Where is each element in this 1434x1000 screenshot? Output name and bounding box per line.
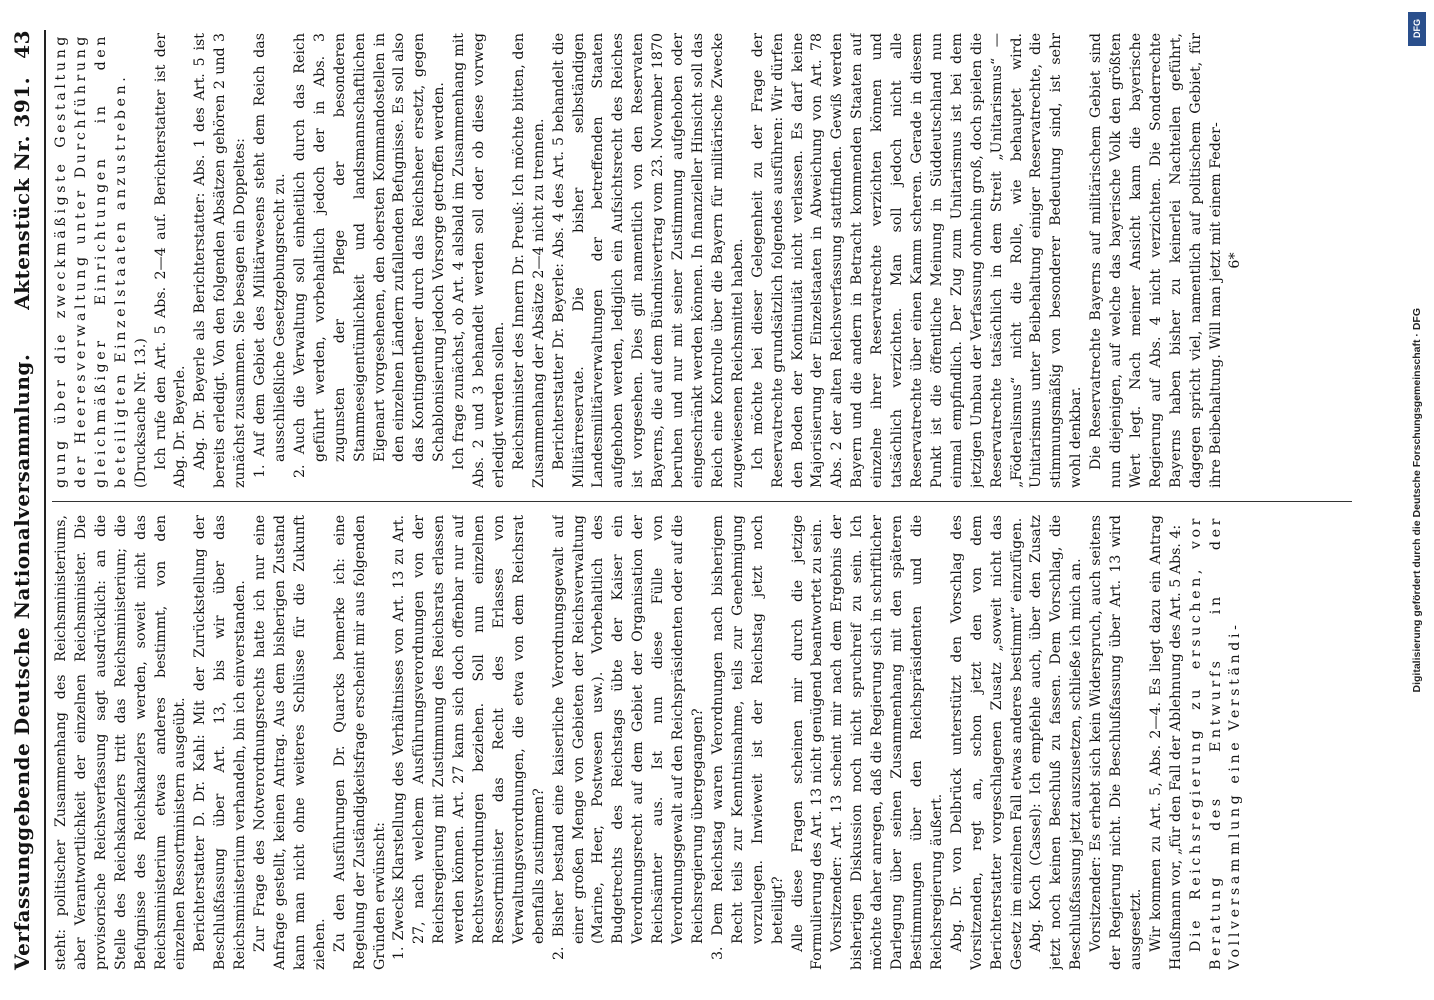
right-list-item-2: 2. Auch die Verwaltung soll einheitlich durch das Reich geführt werden, vorbehaltlich jedoch der in Abs. 3 zugunsten der Pflege der besonderen Stammeseigentümlichkeit und landsmannschaftlichen Eigenart vorgesehenen, den obersten Kommandostellen in den einzelnen Ländern zufallenden Befugnisse. Es soll also das Kontingentheer durch das Reichsheer ersetzt, gegen Schablonisierung jedoch Vorsorge getroffen werden.: [291, 33, 448, 478]
left-paragraph-11: Die Reichsregierung zu ersuchen, vor Beratung des Entwurfs in der Vollversammlung eine Verständi-: [1187, 515, 1244, 970]
dfg-credit-text: Digitalisierung gefördert durch die Deutsche Forschungsgemeinschaft · DFG: [1411, 307, 1423, 693]
right-paragraph-7: Berichterstatter Dr. Beyerle: Abs. 4 des Art. 5 behandelt die Militärreservate. Die bisher selbständigen Landesmilitärverwaltungen der betreffenden Staaten aufgehoben werden, lediglich ein Aufsichtsrecht des Reiches ist vorgesehen. Dies gilt namentlich von den Reservaten Bayerns, die auf dem Bündnisvertrag vom 23. November 1870 beruhen und nur mit seiner Zustimmung aufgehoben oder eingeschränkt werden können. In finanzieller Hinsicht soll das Reich eine Kontrolle über die Bayern für militärische Zwecke zugewiesenen Reichsmittel haben.: [550, 33, 746, 488]
left-paragraph-9: Vorsitzender: Es erhebt sich kein Widerspruch, auch seitens der Regierung nicht. Die Beschlußfassung über Art. 13 wird ausgesetzt.: [1088, 515, 1144, 970]
signature-mark: 6*: [1227, 252, 1244, 269]
right-paragraph-1: gung über die zweckmäßigste Gestaltung der Heeresverwaltung unter Durchführung gleichmäßiger Einrichtungen in den beteiligten Einzelstaaten anzustreben.: [53, 33, 129, 488]
left-numbered-list: [390, 515, 788, 970]
dfg-logo: DFG: [1408, 12, 1426, 46]
right-paragraph-3: Ich rufe den Art. 5 Abs. 2—4 auf. Berichterstatter ist der Abg. Dr. Beyerle.: [152, 33, 189, 488]
left-paragraph-1: steht: politischer Zusammenhang des Reichsministeriums, aber Verantwortlichkeit der einzelnen Reichsminister. Die provisorische Reichsverfassung sagt ausdrücklich: an die Stelle des Reichskanzlers tritt das Reichsministerium; die Befugnisse des Reichskanzlers werden, soweit nicht das Reichsministerium etwas anderes bestimmt, von den einzelnen Ressortministern ausgeübt.: [53, 515, 189, 970]
left-column: [52, 515, 1362, 970]
left-paragraph-2: Berichterstatter D. Dr. Kahl: Mit der Zurückstellung der Beschlußfassung über Art. 13, bis wir über das Reichsministerium verhandeln, bin ich einverstanden.: [192, 515, 249, 970]
right-paragraph-6: Reichsminister des Innern Dr. Preuß: Ich möchte bitten, den Zusammenhang der Absätze 2—4 nicht zu trennen.: [510, 33, 547, 488]
left-list-item-1: 1. Zwecks Klarstellung des Verhältnisses von Art. 13 zu Art. 27, nach welchem Ausführungsverordnungen von der Reichsregierung mit Zustimmung des Reichsrats erlassen werden können. Art. 27 kann sich doch offenbar nur auf Rechtsverordnungen beziehen. Soll nun einzelnen Ressortminister das Recht des Erlasses von Verwaltungsverordnungen, die etwa von dem Reichsrat ebenfalls zustimmen?: [391, 515, 547, 960]
left-paragraph-8: Abg. Koch (Cassel): Ich empfehle auch, über den Zusatz jetzt noch keinen Beschluß zu fassen. Dem Vorschlag, die Beschlußfassung jetzt auszusetzen, schließe ich mich an.: [1028, 515, 1085, 970]
page-number: 43: [10, 30, 34, 59]
header-rule: [44, 30, 46, 970]
right-paragraph-5: Ich frage zunächst, ob Art. 4 alsbald im Zusammenhang mit Abs. 2 und 3 behandelt werden soll oder ob diese vorweg erledigt werden sollen.: [451, 33, 507, 488]
scanned-page: [0, 30, 1370, 970]
header-title: Verfassunggebende Deutsche Nationalversammlung.: [10, 353, 34, 970]
left-paragraph-4: Zu den Ausführungen Dr. Quarcks bemerke ich: eine Regelung der Zuständigkeitsfrage erscheint mir aus folgenden Gründen erwünscht:: [331, 515, 388, 970]
column-divider: [52, 501, 1352, 502]
left-paragraph-6: Vorsitzender: Art. 13 scheint mir nach dem Ergebnis der bisherigen Diskussion noch nicht spruchreif zu sein. Ich möchte daher anregen, daß die Regierung sich in schriftlicher Darlegung über seinen Zusammenhang mit den späteren Bestimmungen über den Reichspräsidenten und die Reichsregierung äußert.: [829, 515, 945, 970]
left-paragraph-7: Abg. Dr. von Delbrück unterstützt den Vorschlag des Vorsitzenden, regt an, schon jetzt den von dem Berichterstatter vorgeschlagenen Zusatz „soweit nicht das Gesetz im einzelnen Fall etwas anderes bestimmt“ einzufügen.: [948, 515, 1025, 970]
right-paragraph-8: Ich möchte bei dieser Gelegenheit zu der Frage der Reservatrechte grundsätzlich folgendes ausführen: Wir dürfen den Boden der Kontinuität nicht verlassen. Es darf keine Majorisierung der Einzelstaaten in Abweichung von Art. 78 Abs. 2 der alten Reichsverfassung stattfinden. Gewiß werden Bayern und die andern in Betracht kommenden Staaten auf einzelne ihrer Reservatrechte verzichten können und tatsächlich verzichten. Man soll jedoch nicht alle Reservatrechte über einen Kamm scheren. Gerade in diesem Punkt ist die öffentliche Meinung in Süddeutschland nun einmal empfindlich. Der Zug zum Unitarismus ist bei dem jetzigen Umbau der Verfassung ohnehin groß, doch spielen die Reservatrechte tatsächlich in dem Streit „Unitarismus“ — „Föderalismus“ nicht die Rolle, wie behauptet wird. Unitarismus unter Beibehaltung einiger Reservatrechte, die stimmungsmäßig von besonderer Bedeutung sind, ist sehr wohl denkbar.: [749, 33, 1085, 488]
page-header: [0, 30, 44, 970]
left-list-item-2: 2. Bisher bestand eine kaiserliche Verordnungsgewalt auf einer großen Menge von Gebieten der Reichsverwaltung (Marine, Heer, Postwesen usw.). Vorbehaltlich des Budgetrechts des Reichstags übte der Kaiser ein Verordnungsrecht auf dem Gebiet der Organisation der Reichsämter aus. Ist nun diese Fülle von Verordnungsgewalt auf den Reichspräsidenten oder auf die Reichsregierung übergegangen?: [550, 515, 706, 960]
left-paragraph-10: Wir kommen zu Art. 5, Abs. 2—4. Es liegt dazu ein Antrag Haußmann vor, „für den Fall der Ablehnung des Art. 5 Abs. 4:: [1147, 515, 1184, 970]
header-right: [10, 30, 34, 310]
dfg-sidebar: [1404, 8, 1430, 992]
left-paragraph-3: Zur Frage des Notverordnungsrechts hatte ich nur eine Anfrage gestellt, keinen Antrag. Aus dem bisherigen Zustand kann man nicht ohne weiteres Schlüsse für die Zukunft ziehen.: [252, 515, 328, 970]
right-numbered-list: [251, 33, 450, 488]
left-list-item-3: 3. Dem Reichstag waren Verordnungen nach bisherigem Recht teils zur Kenntnisnahme, teils zur Genehmigung vorzulegen. Inwieweit ist der Reichstag jetzt noch beteiligt?: [709, 515, 786, 960]
right-column: [52, 33, 1362, 488]
right-paragraph-2: (Drucksache Nr. 13.): [132, 338, 149, 488]
left-paragraph-5: Alle diese Fragen scheinen mir durch die jetzige Formulierung des Art. 13 nicht genügend beantwortet zu sein.: [789, 515, 826, 970]
right-list-item-1: 1. Auf dem Gebiet des Militärwesens steht dem Reich das ausschließliche Gesetzgebungsrecht zu.: [252, 33, 288, 478]
header-document: Aktenstück Nr. 391.: [10, 76, 34, 310]
right-paragraph-4: Abg. Dr. Beyerle als Berichterstatter: Abs. 1 des Art. 5 ist bereits erledigt. Von den folgenden Absätzen gehören 2 und 3 zunächst zusammen. Sie besagen ein Doppeltes:: [192, 33, 249, 488]
right-paragraph-9: Die Reservatrechte Bayerns auf militärischem Gebiet sind nun diejenigen, auf welche das bayerische Volk den größten Wert legt. Nach meiner Ansicht kann die bayerische Regierung auf Abs. 4 nicht verzichten. Die Sonderrechte Bayerns haben bisher zu keinerlei Nachteilen geführt, dagegen spricht viel, namentlich auf politischem Gebiet, für ihre Beibehaltung. Will man jetzt mit einem Feder-: [1088, 33, 1224, 488]
